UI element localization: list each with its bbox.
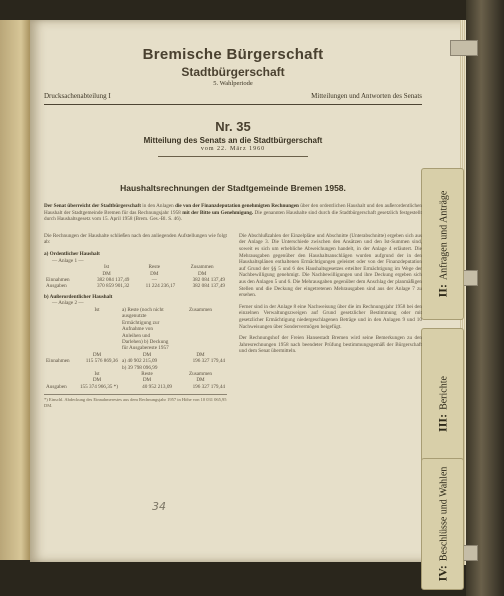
cell: 382 084 137,49 [192,283,225,290]
table-row [44,283,227,289]
tab-number: IV: [435,565,449,582]
cell: — [151,276,157,283]
document-number: Nr. 35 [215,119,251,134]
unit: DM [142,351,152,358]
cell: 382 084 137,49 [192,276,225,283]
intro-bold3: mit der Bitte um Genehmigung. [180,209,254,216]
unit: DM [196,351,205,358]
cell: b) 39 798 096,99 [122,364,158,371]
publication-title: Bremische Bürgerschaft [142,46,324,63]
row-label: Einnahmen [46,276,70,283]
document-heading: Mitteilung des Senats an die Stadtbürgerschaft [143,136,323,145]
ord-sub: — Anlage 1 — [52,257,84,264]
document-date: vom 22. März 1960 [200,146,266,152]
col-header: Zusammen [190,264,214,271]
intro-paragraph [44,203,422,223]
binder-spine [466,0,504,596]
unit: DM [196,377,205,384]
cell: 40 952 213,09 [142,383,172,390]
footnote: *) Einschl. Abdeckung des Einnahmerestes aus dem Rechnungsjahr 1957 in Höhe von 10 031 065,95 DM. [44,394,227,408]
right-column [239,233,422,408]
unit: DM [150,270,159,277]
cell: 155 374 966,35 *) [79,383,118,390]
section-left: Drucksachenabteilung I [44,92,111,100]
aord-sub: — Anlage 2 — [52,300,84,307]
col-header: Reste [141,371,153,378]
publication-subtitle: Stadtbürgerschaft [181,65,285,79]
tab-label: Anfragen und Anträge [438,190,449,281]
tab-number: III: [435,413,449,432]
aord-table [44,307,227,390]
section-tabs [421,28,465,582]
tab-anfragen[interactable] [421,168,464,320]
intro-bold2: die von der Finanzdeputation genehmigten Rechnungen [175,203,299,209]
intro-mid: in den Anlagen [140,203,176,209]
col-header: Ist [103,264,110,271]
col-header: Zusammen [188,371,213,378]
tab-label: Berichte [438,376,449,410]
row-label: Ausgaben [46,283,67,290]
intro-bold: Der Senat überreicht der Stadtbürgerschaft [44,203,141,209]
cell: 115 576 869,36 [85,358,118,365]
unit: DM [92,351,102,358]
row-label: Ausgaben [46,383,67,390]
cell: 196 327 179,44 [192,383,225,390]
ord-table [44,264,227,290]
right-paragraph-1: Die Abschlußzahlen der Einzelpläne und Abschnitte (Unterabschnitte) ergeben sich aus der Anlage 3. Die Unterschiede zwischen den Ansätzen und den Ist-Summen sind, soweit es sich um erhebliche Abweichungen handelt, in der Anlage 4 erläutert. Die Mehrausgaben gegenüber den Haushaltsanschlägen wurden aufgrund der in den Haushaltsplänen enthaltenen Ermächtigungen geleistet oder von der Finanzdeputation auf Grund der §§ 5 und 6 des Haushaltsgesetzes erteilter Ermächtigung im Wege der Nachbewilligung genehmigt. Die Nachbewilligungen und ihre Deckung ergeben sich aus den Anlagen 5 und 6. Die Mehrausgaben gegenüber dem Anschlag der planmäßigen Stellen und die Deckung der eingetretenen Mehrausgaben sind aus der Anlage 7 zu ersehen. [239,232,422,299]
unit: DM [197,270,207,277]
document-title: Haushaltsrechnungen der Stadtgemeinde Bremen 1958. [120,183,346,193]
ord-title: a) Ordentlicher Haushalt [44,250,100,257]
tab-label: Beschlüsse und Wahlen [438,466,449,562]
cell: 196 327 179,44 [192,358,225,365]
election-period: 5. Wahlperiode [213,80,253,87]
left-paragraph: Die Rechnungen der Haushalte schließen nach den anliegenden Aufstellungen wie folgt ab: [44,232,227,246]
cell: a) 40 902 215,09 [122,358,158,365]
divider [158,156,308,157]
cell: 370 859 901,32 [96,283,130,290]
intro-rest: über den ordentlichen Haushalt und den außerordentlichen Haushalt der Stadtgemeinde Bremen für das Rechnungsjahr 1958 [44,203,423,216]
pencil-annotation: 34 [152,500,166,513]
aord-title: b) Außerordentlicher Haushalt [44,293,113,300]
left-column [44,233,227,408]
page-content [44,40,422,552]
section-line [44,92,422,105]
row-label: Einnahmen [46,358,70,365]
unit: DM [92,377,102,384]
col-header: Ist [94,306,100,313]
cell: 382 084 137,49 [96,276,130,283]
col-header: Zusammen [188,306,213,313]
section-right: Mitteilungen und Antworten des Senats [311,92,422,100]
tab-beschluesse[interactable] [421,458,464,590]
two-columns [44,233,422,408]
right-paragraph-2: Ferner sind in der Anlage 8 eine Nachweisung über die im Rechnungsjahr 1958 bei den einzelnen Verwaltungszweigen auf Grund gesetzlicher Bestimmung oder mit gesetzlicher Ermächtigung niedergeschlagenen Beträge und in den Anlagen 9 und 10 Nachweisungen über Sondervermögen beigefügt. [239,303,422,330]
cell: 11 224 236,17 [145,283,176,290]
unit: DM [142,377,152,384]
table-row [44,384,227,390]
unit: DM [102,270,111,277]
reste-description: a) Reste (noch nicht ausgenutzte Ermächtigung zur Aufnahme von Anleihen und Darlehen) b) Deckung für Ausgabereste 1957 [122,306,169,352]
table-row [44,358,227,371]
left-page-edge [0,20,30,560]
col-header: Reste [148,264,161,271]
col-header: Ist [94,371,100,378]
intro-end: Die genannten Haushalte sind durch die Stadtbürgerschaft gesetzlich festgestellt durch Haushaltsgesetz vom 15. April 1958 (Brem. Ges.-Bl. S. 46). [44,209,422,223]
right-paragraph-3: Der Rechnungshof der Freien Hansestadt Bremen wird seine Bemerkungen zu den Jahresrechnungen 1958 nach beendeter Prüfung bestimmungsgemäß der Bürgerschaft und dem Senat übermitteln. [239,335,422,355]
tab-number: II: [435,284,449,298]
